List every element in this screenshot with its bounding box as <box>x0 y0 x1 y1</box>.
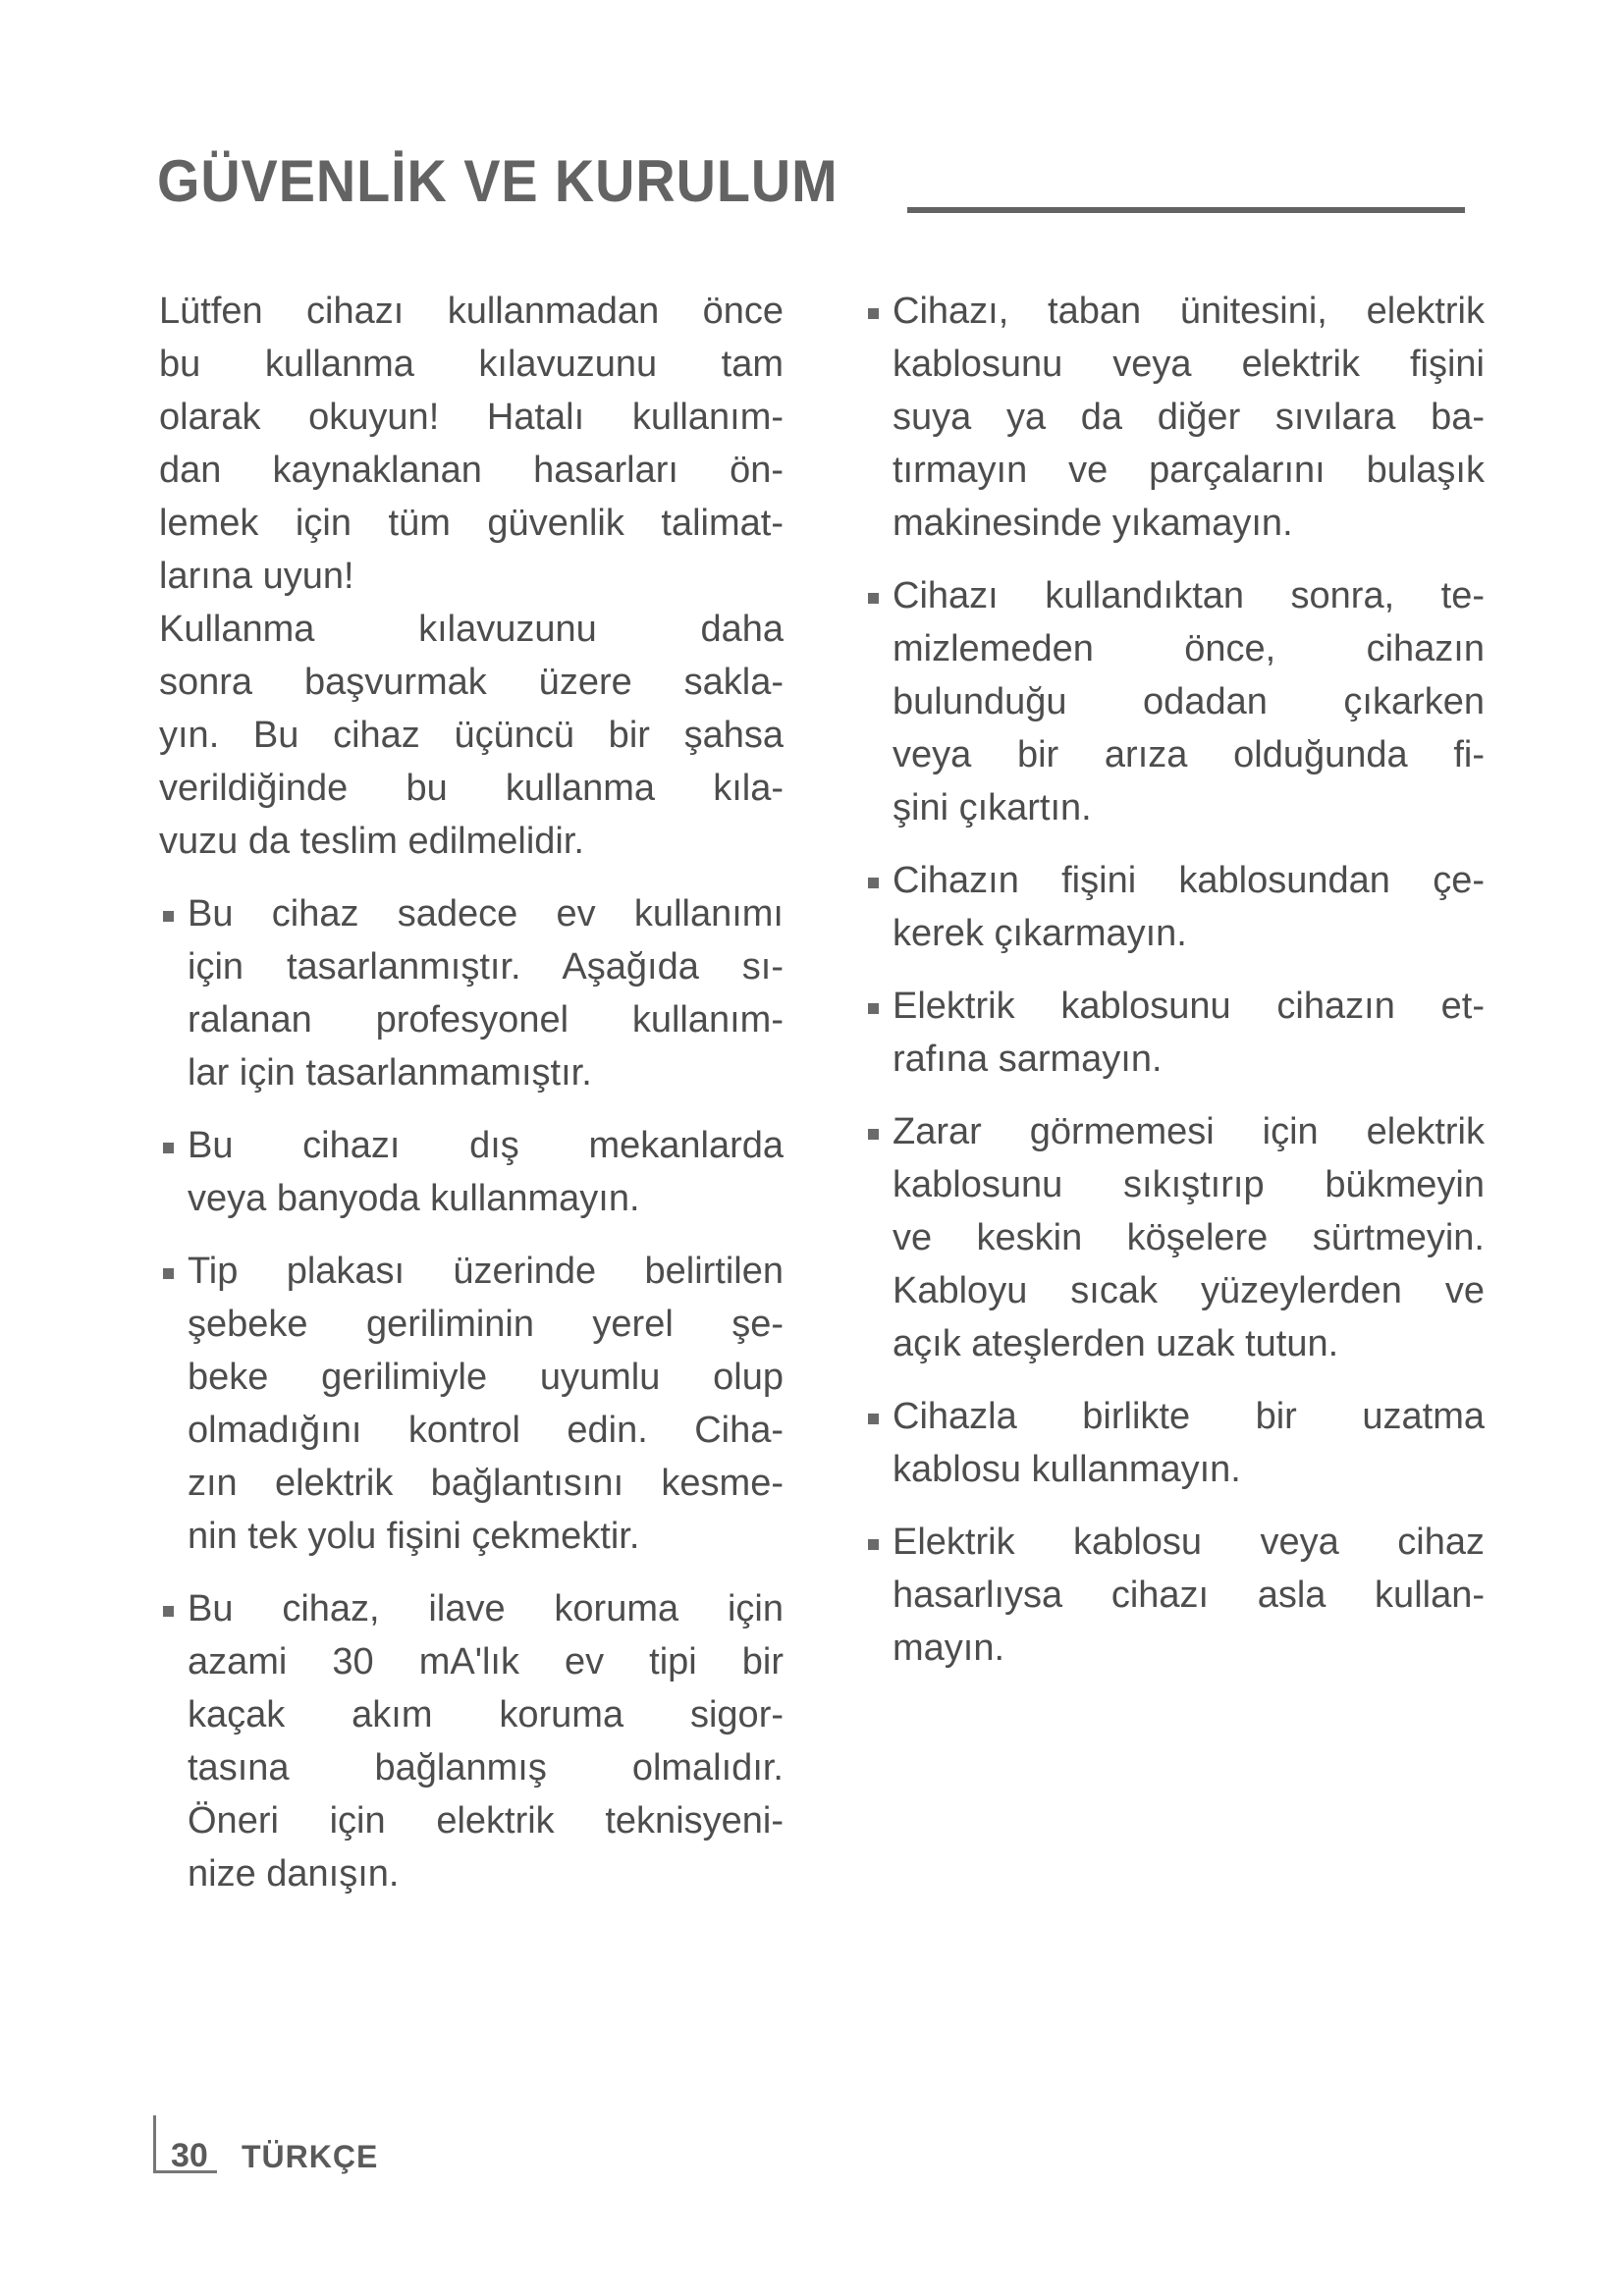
text-line: Zarar görmemesi için elektrik <box>893 1111 1485 1152</box>
text-line: sonra başvurmak üzere sakla- <box>159 662 784 703</box>
bullet-square-icon <box>163 1143 174 1153</box>
text-line: lar için tasarlanmamıştır. <box>188 1052 592 1094</box>
text-line: kablosunu veya elektrik fişini <box>893 344 1485 385</box>
text-line: mizlemeden önce, cihazın <box>893 628 1485 669</box>
bullet-square-icon <box>868 1129 879 1140</box>
bullet-item <box>864 1516 1485 1675</box>
right-column <box>864 285 1485 1675</box>
bullet-square-icon <box>163 1268 174 1279</box>
text-line: verildiğinde bu kullanma kıla- <box>159 768 784 809</box>
text-line: hasarlıysa cihazı asla kullan- <box>893 1575 1485 1616</box>
bullet-item <box>864 285 1485 550</box>
text-line: larına uyun! <box>159 556 354 597</box>
text-line: tasına bağlanmış olmalıdır. <box>188 1747 784 1789</box>
text-line: Bu cihaz sadece ev kullanımı <box>188 893 784 934</box>
text-line: için tasarlanmıştır. Aşağıda sı- <box>188 946 784 988</box>
text-line: Cihazı kullandıktan sonra, te- <box>893 575 1485 616</box>
text-line: Kabloyu sıcak yüzeylerden ve <box>893 1270 1485 1311</box>
bullet-square-icon <box>868 1003 879 1014</box>
bullet-square-icon <box>868 593 879 604</box>
text-line: olmadığını kontrol edin. Ciha- <box>188 1410 784 1451</box>
text-line: kaçak akım koruma sigor- <box>188 1694 784 1735</box>
text-line: rafına sarmayın. <box>893 1039 1163 1080</box>
page-number: 30 <box>171 2137 208 2174</box>
text-line: açık ateşlerden uzak tutun. <box>893 1323 1339 1364</box>
bullet-square-icon <box>163 1606 174 1617</box>
bullet-square-icon <box>163 911 174 922</box>
text-line: nize danışın. <box>188 1853 400 1895</box>
bullet-item <box>159 1245 784 1563</box>
text-line: şebeke geriliminin yerel şe- <box>188 1304 784 1345</box>
text-line: suya ya da diğer sıvılara ba- <box>893 397 1485 438</box>
text-line: ve keskin köşelere sürtmeyin. <box>893 1217 1485 1258</box>
text-line: makinesinde yıkamayın. <box>893 503 1293 544</box>
text-line: Elektrik kablosunu cihazın et- <box>893 986 1485 1027</box>
bullet-item <box>864 980 1485 1086</box>
text-line: zın elektrik bağlantısını kesme- <box>188 1463 784 1504</box>
text-line: Tip plakası üzerinde belirtilen <box>188 1251 784 1292</box>
text-line: yın. Bu cihaz üçüncü bir şahsa <box>159 715 784 756</box>
text-line: Cihazın fişini kablosundan çe- <box>893 860 1485 901</box>
text-line: nin tek yolu fişini çekmektir. <box>188 1516 640 1557</box>
text-line: mayın. <box>893 1628 1005 1669</box>
bullet-square-icon <box>868 1414 879 1424</box>
text-line: kerek çıkarmayın. <box>893 913 1187 954</box>
bullet-item <box>159 1119 784 1225</box>
bullet-item <box>864 569 1485 834</box>
text-line: bu kullanma kılavuzunu tam <box>159 344 784 385</box>
text-line: Kullanma kılavuzunu daha <box>159 609 784 650</box>
bullet-square-icon <box>868 308 879 319</box>
text-line: şini çıkartın. <box>893 787 1092 828</box>
text-line: dan kaynaklanan hasarları ön- <box>159 450 784 491</box>
text-line: bulunduğu odadan çıkarken <box>893 681 1485 722</box>
bullet-item <box>864 1105 1485 1370</box>
text-line: Elektrik kablosu veya cihaz <box>893 1522 1485 1563</box>
text-line: beke gerilimiyle uyumlu olup <box>188 1357 784 1398</box>
left-column <box>159 285 784 1900</box>
text-line: ralanan profesyonel kullanım- <box>188 999 784 1041</box>
text-line: Öneri için elektrik teknisyeni- <box>188 1800 784 1842</box>
text-line: vuzu da teslim edilmelidir. <box>159 821 584 862</box>
bullet-square-icon <box>868 1539 879 1550</box>
bullet-item <box>159 887 784 1099</box>
text-line: lemek için tüm güvenlik talimat- <box>159 503 784 544</box>
text-line: kablosunu sıkıştırıp bükmeyin <box>893 1164 1485 1205</box>
text-line: veya banyoda kullanmayın. <box>188 1178 640 1219</box>
paragraph <box>159 603 784 868</box>
bullet-item <box>159 1582 784 1900</box>
text-line: Lütfen cihazı kullanmadan önce <box>159 291 784 332</box>
text-line: veya bir arıza olduğunda fi- <box>893 734 1485 775</box>
text-line: kablosu kullanmayın. <box>893 1449 1241 1490</box>
text-line: tırmayın ve parçalarını bulaşık <box>893 450 1485 491</box>
text-line: Cihazı, taban ünitesini, elektrik <box>893 291 1485 332</box>
bullet-square-icon <box>868 878 879 888</box>
text-line: Bu cihaz, ilave koruma için <box>188 1588 784 1629</box>
title-underline <box>907 207 1465 213</box>
footer-language: TÜRKÇE <box>242 2139 379 2174</box>
page-title: GÜVENLİK VE KURULUM <box>157 148 839 214</box>
bullet-item <box>864 854 1485 960</box>
text-line: azami 30 mA'lık ev tipi bir <box>188 1641 784 1682</box>
bullet-item <box>864 1390 1485 1496</box>
paragraph <box>159 285 784 603</box>
text-line: Bu cihazı dış mekanlarda <box>188 1125 784 1166</box>
text-line: olarak okuyun! Hatalı kullanım- <box>159 397 784 438</box>
text-line: Cihazla birlikte bir uzatma <box>893 1396 1485 1437</box>
